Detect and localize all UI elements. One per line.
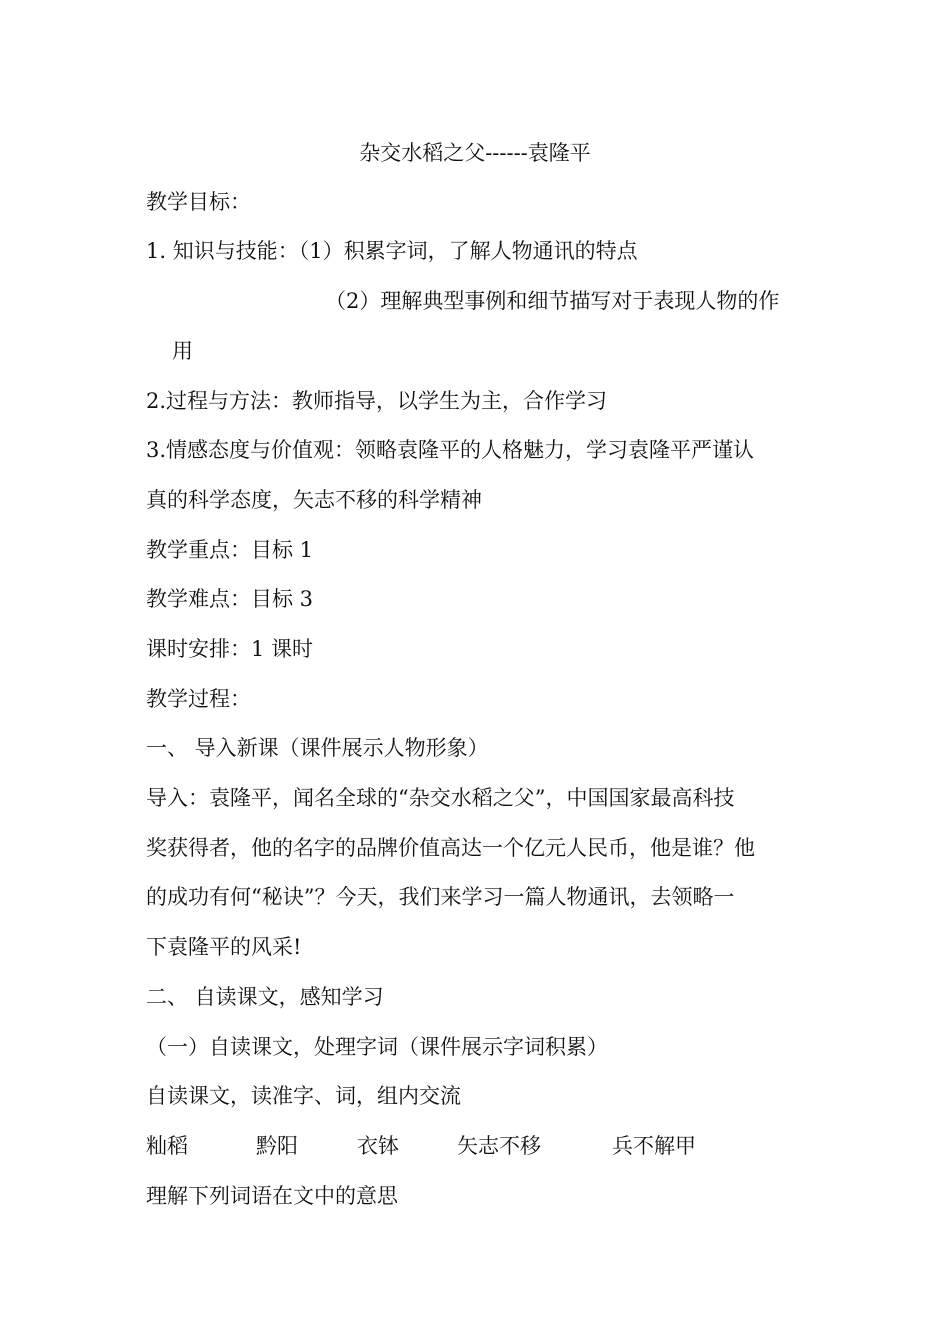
process-heading: 教学过程： (146, 687, 251, 711)
section-1-heading: 一、 导入新课（课件展示人物形象） (146, 736, 489, 760)
objective-3-line-1: 3.情感态度与价值观：领略袁隆平的人格魅力，学习袁隆平严谨认 (146, 438, 755, 462)
objective-1-line-2: （2）理解典型事例和细节描写对于表现人物的作 (325, 289, 780, 313)
objectives-heading: 教学目标： (146, 190, 251, 214)
vocab-word: 矢志不移 (457, 1134, 541, 1158)
objective-1-line-3: 用 (172, 339, 193, 363)
intro-line-4: 下袁隆平的风采! (146, 935, 302, 959)
intro-line-2: 奖获得者，他的名字的品牌价值高达一个亿元人民币，他是谁？他 (146, 836, 755, 860)
schedule: 课时安排：1 课时 (146, 637, 314, 661)
meaning-prompt: 理解下列词语在文中的意思 (146, 1184, 398, 1208)
vocab-word: 黔阳 (256, 1134, 298, 1158)
self-read-instruction: 自读课文，读准字、词，组内交流 (146, 1084, 461, 1108)
key-point: 教学重点：目标 1 (146, 538, 314, 562)
subsection-1-heading: （一）自读课文，处理字词（课件展示字词积累） (146, 1035, 608, 1059)
objective-2: 2.过程与方法：教师指导，以学生为主，合作学习 (146, 389, 608, 413)
intro-line-1: 导入：袁隆平，闻名全球的“杂交水稻之父”，中国国家最高科技 (146, 786, 735, 810)
document-title: 杂交水稻之父------袁隆平 (359, 141, 591, 165)
vocab-word: 衣钵 (357, 1134, 399, 1158)
vocab-word: 兵不解甲 (612, 1134, 696, 1158)
difficulty: 教学难点：目标 3 (146, 587, 314, 611)
vocab-word: 籼稻 (146, 1134, 188, 1158)
objective-1-line-1: 1. 知识与技能：（1）积累字词，了解人物通讯的特点 (146, 239, 638, 263)
section-2-heading: 二、 自读课文，感知学习 (146, 985, 384, 1009)
objective-3-line-2: 真的科学态度，矢志不移的科学精神 (146, 488, 482, 512)
intro-line-3: 的成功有何“秘诀”？今天，我们来学习一篇人物通讯，去领略一 (146, 885, 735, 909)
